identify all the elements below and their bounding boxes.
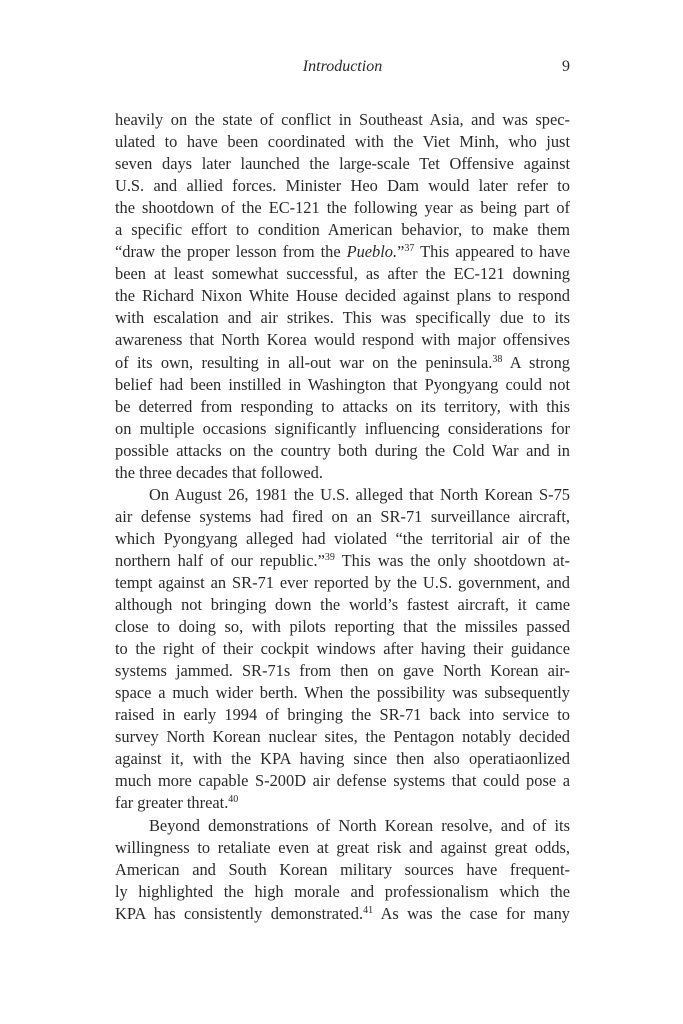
text-line xyxy=(115,440,570,462)
text-line xyxy=(115,374,570,396)
text-run: with escalation and air strikes. This was specifically due to its xyxy=(115,308,570,328)
text-line xyxy=(115,462,570,484)
text-run: tempt against an SR-71 ever reported by the U.S. government, and xyxy=(115,572,570,592)
text-line xyxy=(115,792,570,814)
text-line xyxy=(115,263,570,285)
text-run: On August 26, 1981 the U.S. alleged that North Korean S-75 xyxy=(149,484,570,504)
text-run: U.S. and allied forces. Minister Heo Dam would later refer to xyxy=(115,176,570,196)
text-line xyxy=(115,153,570,175)
text-run: the three decades that followed. xyxy=(115,462,323,482)
text-run: This appeared to have xyxy=(414,242,570,262)
text-line xyxy=(115,175,570,197)
italic-text: Pueblo. xyxy=(346,242,398,262)
text-line xyxy=(115,131,570,153)
text-line xyxy=(115,307,570,329)
text-run: far greater threat. xyxy=(115,793,229,813)
text-run: This was the only shootdown at- xyxy=(334,550,570,570)
text-line xyxy=(115,594,570,616)
text-line xyxy=(115,396,570,418)
text-run: air defense systems had fired on an SR-71 surveillance aircraft, xyxy=(115,506,570,526)
body-text xyxy=(115,109,570,925)
text-line xyxy=(115,638,570,660)
text-line xyxy=(115,682,570,704)
text-line xyxy=(115,352,570,374)
text-line xyxy=(115,726,570,748)
text-line xyxy=(115,528,570,550)
text-run: awareness that North Korea would respond with major offensives xyxy=(115,330,570,350)
text-run: close to doing so, with pilots reporting that the missiles passed xyxy=(115,617,570,637)
text-run: systems jammed. SR-71s from then on gave North Korean air- xyxy=(115,661,570,681)
text-run: northern half of our republic.” xyxy=(115,550,325,570)
text-run: ” xyxy=(397,242,405,262)
text-run: willingness to retaliate even at great risk and against great odds, xyxy=(115,837,570,857)
text-line xyxy=(115,837,570,859)
text-run: ulated to have been coordinated with the Viet Minh, who just xyxy=(115,132,570,152)
text-line xyxy=(115,770,570,792)
text-line xyxy=(115,903,570,925)
footnote-reference: 38 xyxy=(492,353,503,365)
text-run: much more capable S-200D air defense systems that could pose a xyxy=(115,771,570,791)
text-run: the shootdown of the EC-121 the following year as being part of xyxy=(115,198,570,218)
text-run: the Richard Nixon White House decided against plans to respond xyxy=(115,286,570,306)
text-run: of its own, resulting in all-out war on the peninsula. xyxy=(115,352,493,372)
text-run: A strong xyxy=(502,352,570,372)
text-run: belief had been instilled in Washington that Pyongyang could not xyxy=(115,374,570,394)
text-run: be deterred from responding to attacks on its territory, with this xyxy=(115,396,570,416)
text-line xyxy=(115,815,570,837)
text-line xyxy=(115,881,570,903)
footnote-reference: 41 xyxy=(363,904,374,916)
text-run: to the right of their cockpit windows after having their guidance xyxy=(115,639,570,659)
text-line xyxy=(115,197,570,219)
text-run: “draw the proper lesson from the xyxy=(115,242,347,262)
footnote-reference: 39 xyxy=(324,551,335,563)
text-line xyxy=(115,285,570,307)
text-run: raised in early 1994 of bringing the SR-71 back into service to xyxy=(115,705,570,725)
text-line xyxy=(115,859,570,881)
chapter-title: Introduction xyxy=(302,58,383,75)
text-line xyxy=(115,572,570,594)
text-run: As was the case for many xyxy=(373,903,570,923)
text-run: a specific effort to condition American behavior, to make them xyxy=(115,220,570,240)
text-line xyxy=(115,219,570,241)
text-line xyxy=(115,704,570,726)
text-run: possible attacks on the country both during the Cold War and in xyxy=(115,440,570,460)
text-run: heavily on the state of conflict in Southeast Asia, and was spec- xyxy=(115,110,570,129)
text-line xyxy=(115,241,570,263)
text-run: seven days later launched the large-scale Tet Offensive against xyxy=(115,154,570,174)
text-run: on multiple occasions significantly influencing considerations for xyxy=(115,418,570,438)
text-run: ly highlighted the high morale and professionalism which the xyxy=(115,881,570,901)
running-head xyxy=(115,58,570,80)
text-run: which Pyongyang alleged had violated “the territorial air of the xyxy=(115,528,570,548)
text-run: against it, with the KPA having since then also operatiaonlized xyxy=(115,749,570,769)
text-line xyxy=(115,484,570,506)
text-line xyxy=(115,616,570,638)
footnote-reference: 37 xyxy=(404,243,415,255)
text-line xyxy=(115,506,570,528)
text-run: although not bringing down the world’s fastest aircraft, it came xyxy=(115,595,570,615)
text-line xyxy=(115,418,570,440)
text-run: KPA has consistently demonstrated. xyxy=(115,903,364,923)
text-run: space a much wider berth. When the possibility was subsequently xyxy=(115,683,570,703)
page-number: 9 xyxy=(562,58,570,75)
text-run: been at least somewhat successful, as after the EC-121 downing xyxy=(115,264,570,284)
text-line xyxy=(115,660,570,682)
text-line xyxy=(115,329,570,351)
text-line xyxy=(115,748,570,770)
text-line xyxy=(115,109,570,131)
text-line xyxy=(115,550,570,572)
text-run: American and South Korean military sources have frequent- xyxy=(115,859,570,879)
text-run: survey North Korean nuclear sites, the Pentagon notably decided xyxy=(115,727,570,747)
footnote-reference: 40 xyxy=(228,794,239,806)
text-run: Beyond demonstrations of North Korean resolve, and of its xyxy=(149,815,570,835)
